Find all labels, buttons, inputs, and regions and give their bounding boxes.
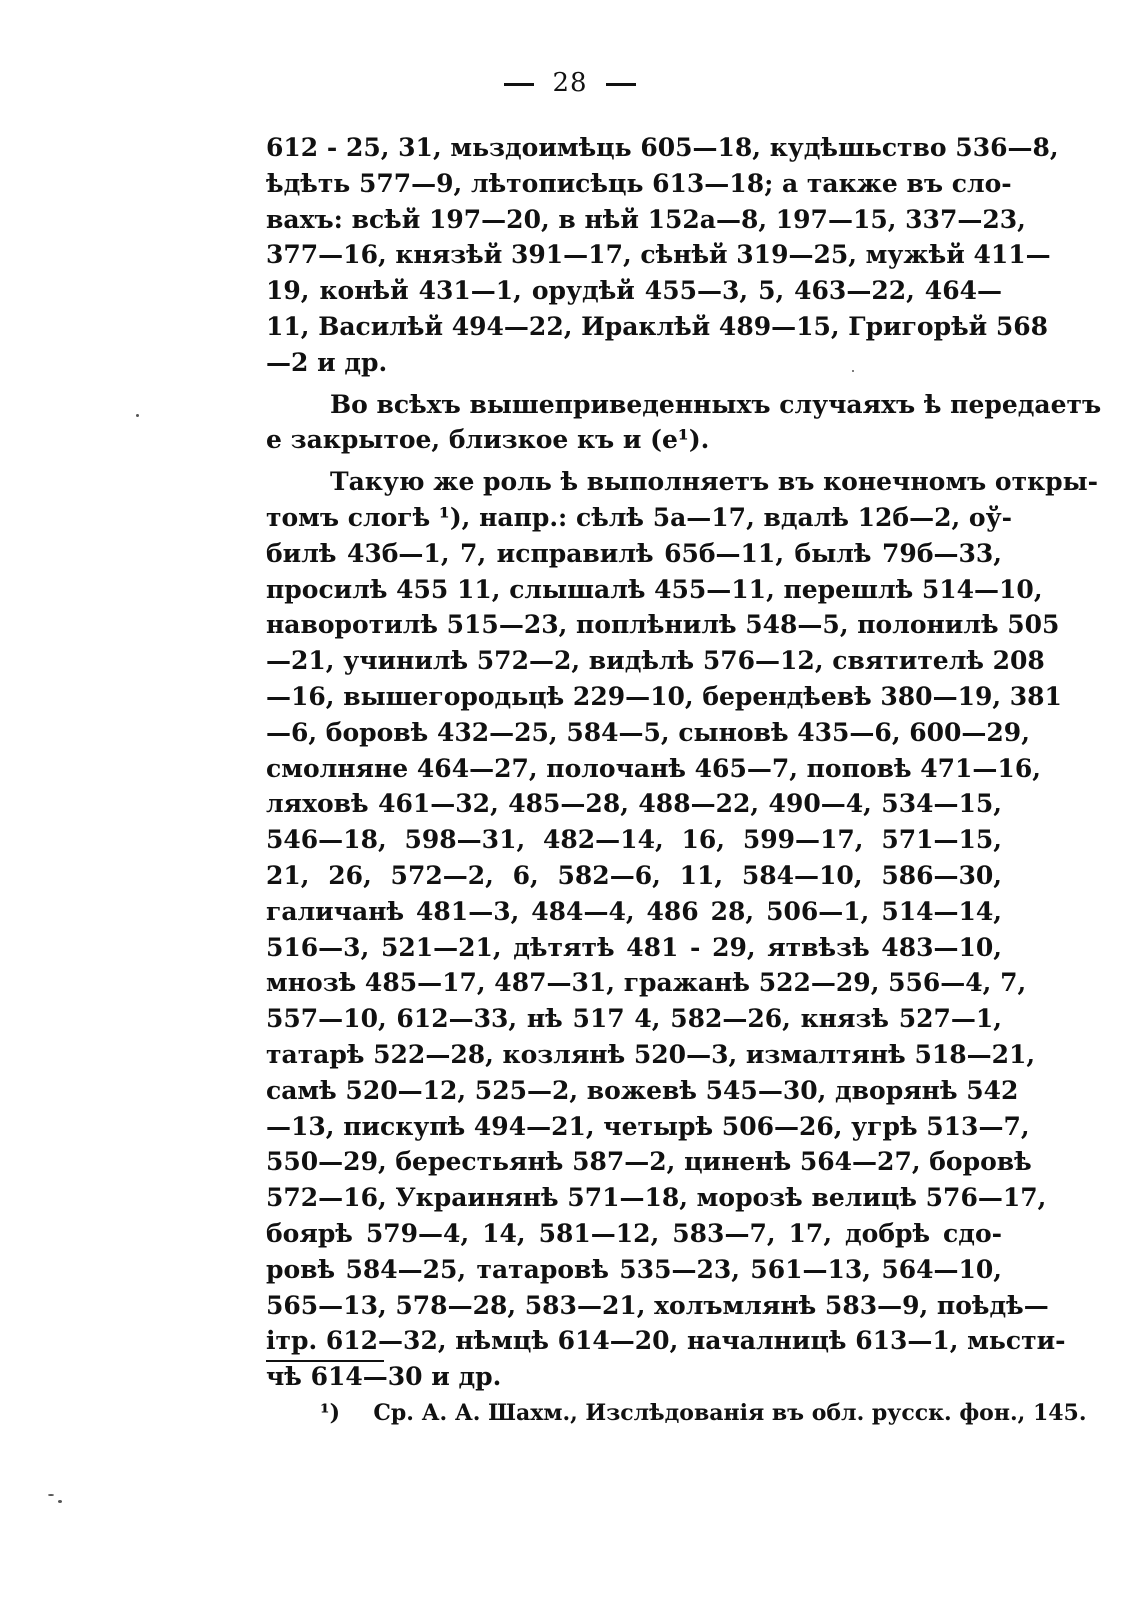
text-line: 572—16, Украинянѣ 571—18, морозѣ велицѣ 576—17, bbox=[266, 1183, 1047, 1213]
text-line: самѣ 520—12, 525—2, вожевѣ 545—30, дворянѣ 542 bbox=[266, 1075, 1019, 1105]
text-line: ѣдѣть 577—9, лѣтописѣць 613—18; а также въ сло- bbox=[266, 168, 1012, 198]
text-line: 377—16, князѣй 391—17, сѣнѣй 319—25, мужѣй 411— bbox=[266, 240, 1051, 270]
text-line: боярѣ 579—4, 14, 581—12, 583—7, 17, добрѣ сдо- bbox=[266, 1218, 1002, 1248]
text-line: 550—29, берестьянѣ 587—2, циненѣ 564—27, боровѣ bbox=[266, 1147, 1032, 1177]
page-number-left-dash bbox=[504, 83, 534, 86]
text-line: —2 и др. bbox=[266, 347, 388, 377]
scan-speck bbox=[48, 1494, 54, 1496]
text-line: мнозѣ 485—17, 487—31, гражанѣ 522—29, 556—4, 7, bbox=[266, 968, 1027, 998]
footnote bbox=[320, 1400, 1087, 1426]
page-number-right-dash bbox=[606, 83, 636, 86]
text-line: 516—3, 521—21, дѣтятѣ 481 - 29, ятвѣзѣ 483—10, bbox=[266, 932, 1002, 962]
text-line: —16, вышегородьцѣ 229—10, берендѣевѣ 380—19, 381 bbox=[266, 681, 1062, 711]
text-line: билѣ 43б—1, 7, исправилѣ 65б—11, былѣ 79б—33, bbox=[266, 538, 1002, 568]
scan-speck bbox=[852, 370, 854, 372]
text-line: наворотилѣ 515—23, поплѣнилѣ 548—5, полонилѣ 505 bbox=[266, 610, 1060, 640]
text-line: чѣ 614—30 и др. bbox=[266, 1362, 502, 1392]
text-line: томъ слогѣ ¹), напр.: сѣлѣ 5а—17, вдалѣ 12б—2, оў- bbox=[266, 502, 1012, 532]
text-line: ровѣ 584—25, татаровѣ 535—23, 561—13, 564—10, bbox=[266, 1254, 1002, 1284]
scan-speck bbox=[58, 1500, 62, 1503]
text-line: 546—18, 598—31, 482—14, 16, 599—17, 571—15, bbox=[266, 825, 1002, 855]
text-line: просилѣ 455 11, слышалѣ 455—11, перешлѣ 514—10, bbox=[266, 574, 1043, 604]
text-line: ітр. 612—32, нѣмцѣ 614—20, началницѣ 613—1, мьсти- bbox=[266, 1326, 1066, 1356]
text-line: 21, 26, 572—2, 6, 582—6, 11, 584—10, 586—30, bbox=[266, 860, 1002, 890]
text-line: —6, боровѣ 432—25, 584—5, сыновѣ 435—6, 600—29, bbox=[266, 717, 1030, 747]
text-line: смолняне 464—27, полочанѣ 465—7, поповѣ 471—16, bbox=[266, 753, 1041, 783]
text-line: татарѣ 522—28, козлянѣ 520—3, измалтянѣ 518—21, bbox=[266, 1039, 1036, 1069]
text-line: —13, пискупѣ 494—21, четырѣ 506—26, угрѣ 513—7, bbox=[266, 1111, 1030, 1141]
text-line: галичанѣ 481—3, 484—4, 486 28, 506—1, 514—14, bbox=[266, 896, 1002, 926]
text-line: е закрытое, близкое къ и (е¹). bbox=[266, 425, 710, 455]
text-line: Такую же роль ѣ выполняетъ въ конечномъ откры- bbox=[330, 467, 1099, 497]
text-line: 557—10, 612—33, нѣ 517 4, 582—26, князѣ 527—1, bbox=[266, 1004, 1002, 1034]
footnote-text: Ср. А. А. Шахм., Изслѣдованія въ обл. русск. фон., 145. bbox=[373, 1400, 1087, 1426]
body-text bbox=[266, 130, 1102, 1395]
scan-speck bbox=[136, 414, 139, 417]
text-line: 565—13, 578—28, 583—21, холъмлянѣ 583—9, поѣдѣ— bbox=[266, 1290, 1049, 1320]
text-line: 19, конѣй 431—1, орудѣй 455—3, 5, 463—22, 464— bbox=[266, 276, 1002, 306]
text-line: Во всѣхъ вышеприведенныхъ случаяхъ ѣ передаетъ bbox=[330, 389, 1102, 419]
page-number-value: 28 bbox=[552, 68, 588, 98]
text-line: 11, Василѣй 494—22, Ираклѣй 489—15, Григорѣй 568 bbox=[266, 311, 1049, 341]
text-line: ляховѣ 461—32, 485—28, 488—22, 490—4, 534—15, bbox=[266, 789, 1002, 819]
footnote-separator bbox=[266, 1360, 384, 1362]
footnote-marker: ¹) bbox=[320, 1400, 341, 1426]
page-number bbox=[0, 68, 1140, 98]
text-line: вахъ: всѣй 197—20, в нѣй 152а—8, 197—15, 337—23, bbox=[266, 204, 1026, 234]
text-line: 612 - 25, 31, мьздоимѣць 605—18, кудѣшьство 536—8, bbox=[266, 133, 1059, 162]
text-line: —21, учинилѣ 572—2, видѣлѣ 576—12, святителѣ 208 bbox=[266, 646, 1045, 676]
